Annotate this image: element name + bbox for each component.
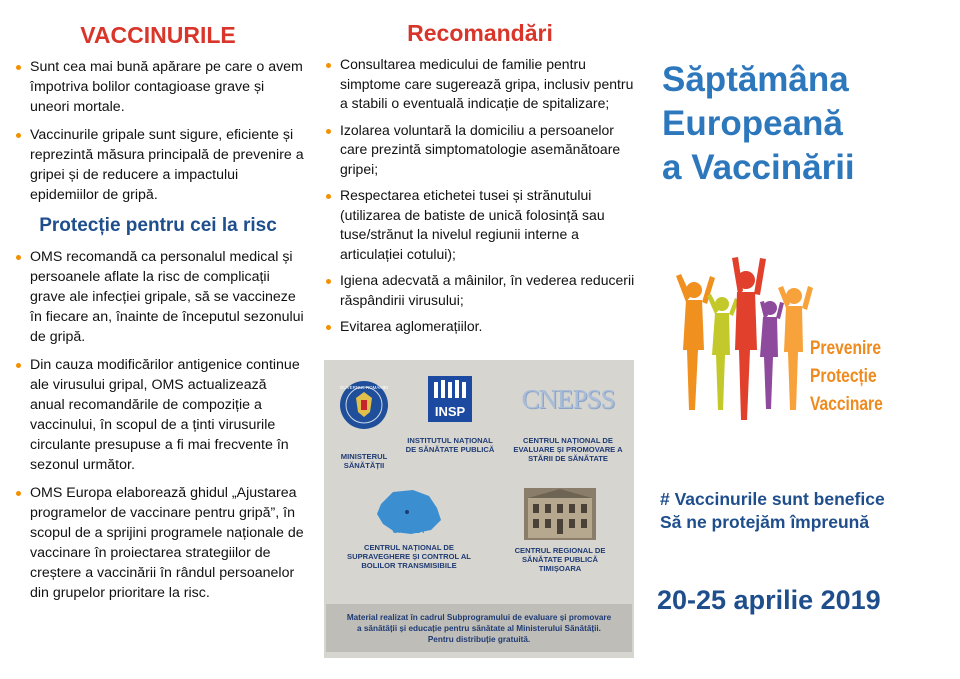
recommendations-list — [322, 55, 638, 337]
bullet-icon — [16, 133, 21, 138]
bullet-icon — [326, 194, 331, 199]
left-column — [12, 0, 304, 611]
kid-yellow-icon — [707, 294, 739, 410]
list-item: Igiena adecvată a mâinilor, în vederea reducerii răspândirii virusului; — [322, 271, 638, 310]
bullet-icon — [326, 129, 331, 134]
ministry-logo — [328, 380, 400, 470]
kid-purple-icon — [760, 301, 784, 409]
bullet-icon — [326, 279, 331, 284]
kid-red-icon — [732, 257, 766, 420]
campaign-title: Săptămâna Europeană a Vaccinării — [662, 60, 855, 187]
bullet-icon — [16, 363, 21, 368]
cnepss-logo — [508, 384, 628, 463]
hashtag-message: # Vaccinurile sunt benefice Să ne protejăm împreună — [660, 489, 885, 532]
jumping-kids-illustration — [664, 250, 814, 430]
cnscbt-logo — [344, 486, 474, 570]
partner-logos-panel — [324, 360, 634, 658]
cnscbt-abbr: CNSCBT — [392, 526, 426, 535]
list-item: Izolarea voluntară la domiciliu a persoanelor care prezintă simptomatologie asemănătoare gripei; — [322, 121, 638, 180]
kid-orange-icon — [676, 274, 715, 410]
insp-logo — [402, 376, 498, 454]
seal-text: GUVERNUL ROMÂNIEI — [339, 385, 389, 390]
risk-protection-heading: Protecție pentru cei la risc — [39, 215, 277, 236]
bullet-icon — [16, 255, 21, 260]
building-photo-icon — [524, 488, 596, 540]
slogans-block — [810, 335, 908, 419]
middle-column — [322, 0, 638, 344]
vaccines-heading: VACCINURILE — [80, 22, 236, 48]
bullet-icon — [326, 325, 331, 330]
campaign-dates: 20-25 aprilie 2019 — [657, 585, 881, 615]
list-item: Respectarea etichetei tusei și strănutului (utilizarea de batiste de unică folosință sau tuse/strănut la nivelul regiunii interne a articulației cotului); — [322, 186, 638, 264]
risk-list — [12, 247, 304, 603]
government-seal-icon — [339, 380, 389, 430]
funding-footnote: Material realizat în cadrul Subprogramului de evaluare și promovare a sănătății și educație pentru sănătate al Ministerului Sănătății. Pentru distribuție gratuită. — [326, 604, 632, 652]
slogan-prevention: Prevenire — [810, 338, 882, 359]
list-item: OMS Europa elaborează ghidul „Ajustarea programelor de vaccinare pentru gripă”, în scopul de a sprijini programele naționale de vaccinare în proiectarea strategiilor de creștere a vaccinării în rândul persoanelor din grupelor prioritare la risc. — [12, 483, 304, 603]
insp-emblem-icon — [428, 376, 472, 422]
cnepss-wordmark: CNEPSS — [521, 384, 615, 414]
insp-caption: INSTITUTUL NAȚIONAL DE SĂNĂTATE PUBLICĂ — [405, 436, 495, 454]
list-item: Evitarea aglomerațiilor. — [322, 317, 638, 337]
slogan-vaccination: Vaccinare — [810, 394, 883, 415]
bullet-icon — [16, 65, 21, 70]
recommendations-heading: Recomandări — [407, 20, 553, 46]
bullet-icon — [16, 491, 21, 496]
bullet-icon — [326, 63, 331, 68]
vaccines-list — [12, 57, 304, 205]
list-item: Din cauza modificărilor antigenice continue ale virusului gripal, OMS actualizează anual recomandările de compoziție a vaccinului, în scopul de a ținti virusurile circulante presupuse a fi mai frecvente în sezonul următor. — [12, 355, 304, 475]
list-item: Sunt cea mai bună apărare pe care o avem împotriva bolilor contagioase grave și uneori mortale. — [12, 57, 304, 117]
ministry-caption: MINISTERUL SĂNĂTĂȚII — [340, 452, 388, 470]
crsp-logo — [500, 488, 620, 573]
crsp-caption: CENTRUL REGIONAL DE SĂNĂTATE PUBLICĂ TIMIȘOARA — [514, 546, 606, 573]
cnscbt-caption: CENTRUL NAȚIONAL DE SUPRAVEGHERE ȘI CONTROL AL BOLILOR TRANSMISIBILE — [347, 543, 471, 570]
list-item: OMS recomandă ca personalul medical și persoanele aflate la risc de complicații grave ale infecției gripale, să se vaccineze în fiecare an, înainte de începutul sezonului de gripă. — [12, 247, 304, 347]
list-item: Consultarea medicului de familie pentru simptome care sugerează gripa, inclusiv pentru a stabili o eventuală indicație de spitalizare; — [322, 55, 638, 114]
insp-abbr: INSP — [434, 404, 466, 419]
slogan-protection: Protecție — [810, 366, 877, 387]
cnepss-caption: CENTRUL NAȚIONAL DE EVALUARE ȘI PROMOVARE A STĂRII DE SĂNĂTATE — [513, 436, 623, 463]
list-item: Vaccinurile gripale sunt sigure, eficiente și reprezintă măsura principală de prevenire a gripei și de reducere a impactului epidemiilor de gripă. — [12, 125, 304, 205]
